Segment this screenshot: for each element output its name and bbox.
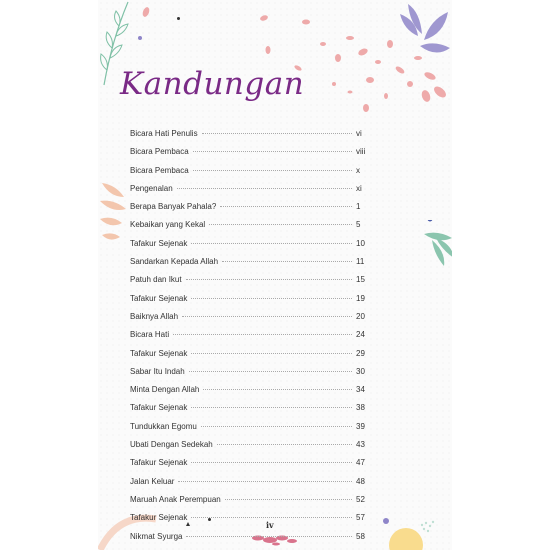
dot-leader (177, 188, 352, 189)
toc-entry-page: 19 (356, 293, 365, 303)
toc-entry-title: Sandarkan Kepada Allah (130, 257, 219, 267)
toc-entry-page: 10 (356, 238, 365, 248)
dot-leader (191, 462, 352, 463)
toc-entry-page: 5 (356, 220, 361, 230)
toc-entry-title: Patuh dan Ikut (130, 275, 182, 285)
dot-leader (178, 481, 352, 482)
toc-entry (130, 458, 372, 476)
toc-entry-title: Nikmat Syurga (130, 531, 183, 541)
toc-entry-title: Minta Dengan Allah (130, 385, 200, 395)
dot-leader (220, 206, 352, 207)
toc-entry-page: 58 (356, 531, 365, 541)
toc-entry (130, 239, 372, 257)
leaves-top-right-icon (398, 0, 452, 55)
toc-entry (130, 166, 372, 184)
dot-leader (193, 151, 352, 152)
leaf-right-icon (422, 220, 452, 270)
page-title: Kandungan (120, 66, 305, 102)
toc-entry (130, 532, 372, 550)
dot-leader (186, 279, 352, 280)
toc-entry-title: Bicara Hati (130, 330, 170, 340)
toc-entry (130, 184, 372, 202)
toc-entry-page: 57 (356, 513, 365, 523)
dot-leader (209, 224, 352, 225)
toc-entry-title: Berapa Banyak Pahala? (130, 202, 217, 212)
toc-entry-title: Tafakur Sejenak (130, 513, 188, 523)
page-number: iv (266, 520, 274, 530)
toc-entry-title: Bicara Pembaca (130, 147, 189, 157)
toc-entry-title: Pengenalan (130, 183, 173, 193)
toc-entry (130, 220, 372, 238)
toc-entry (130, 440, 372, 458)
toc-entry-title: Tafakur Sejenak (130, 293, 188, 303)
toc-entry-page: xi (356, 183, 362, 193)
toc-entry (130, 294, 372, 312)
dot-leader (191, 353, 352, 354)
toc-entry-page: 24 (356, 330, 365, 340)
toc-entry-title: Bicara Pembaca (130, 165, 189, 175)
toc-entry-title: Jalan Keluar (130, 476, 175, 486)
dot-leader (191, 517, 352, 518)
toc-entry-page: 34 (356, 385, 365, 395)
toc-entry (130, 202, 372, 220)
toc-entry (130, 513, 372, 531)
toc-entry-page: 52 (356, 494, 365, 504)
dot-leader (222, 261, 352, 262)
toc-entry-title: Ubati Dengan Sedekah (130, 440, 213, 450)
toc-entry-page: 20 (356, 311, 365, 321)
toc-entry (130, 275, 372, 293)
toc-entry (130, 129, 372, 147)
toc-entry (130, 330, 372, 348)
toc-entry (130, 257, 372, 275)
toc-entry-page: vi (356, 129, 362, 138)
dot-leader (173, 334, 352, 335)
toc-entry-page: 38 (356, 403, 365, 413)
toc-entry (130, 147, 372, 165)
toc-entry-page: viii (356, 147, 366, 157)
dot-leader (186, 536, 352, 537)
toc-entry-page: 43 (356, 440, 365, 450)
dot-leader (189, 371, 352, 372)
toc-entry (130, 385, 372, 403)
toc-entry (130, 312, 372, 330)
toc-entry-title: Baiknya Allah (130, 311, 179, 321)
dot-leader (217, 444, 352, 445)
book-page (98, 0, 452, 550)
dot-leader (203, 389, 352, 390)
toc-entry-page: x (356, 165, 360, 175)
leaf-sprig-left-icon (98, 175, 134, 245)
dot-leader (201, 426, 352, 427)
dot-leader (191, 243, 352, 244)
toc-entry-page: 30 (356, 366, 365, 376)
dot-leader (202, 133, 352, 134)
toc-entry (130, 403, 372, 421)
dot-leader (191, 298, 352, 299)
toc-entry (130, 349, 372, 367)
toc-entry-title: Maruah Anak Perempuan (130, 494, 221, 504)
dot-leader (191, 407, 352, 408)
dot-leader (182, 316, 352, 317)
toc-entry-title: Tafakur Sejenak (130, 348, 188, 358)
toc-entry (130, 422, 372, 440)
toc-entry-page: 29 (356, 348, 365, 358)
toc-entry-title: Tundukkan Egomu (130, 421, 197, 431)
toc-entry-title: Bicara Hati Penulis (130, 129, 198, 138)
toc-entry-title: Kebaikan yang Kekal (130, 220, 206, 230)
toc-entry-title: Tafakur Sejenak (130, 458, 188, 468)
toc-entry-page: 1 (356, 202, 361, 212)
toc-entry-title: Tafakur Sejenak (130, 238, 188, 248)
toc-entry-page: 39 (356, 421, 365, 431)
dot-leader (193, 170, 352, 171)
toc-entry (130, 477, 372, 495)
dot-leader (225, 499, 352, 500)
toc-entry (130, 495, 372, 513)
toc-entry-title: Sabar Itu Indah (130, 366, 185, 376)
toc-entry-page: 47 (356, 458, 365, 468)
toc-entry-page: 11 (356, 257, 365, 267)
table-of-contents (130, 129, 372, 550)
circle-bottom-right-icon (378, 515, 452, 550)
toc-entry (130, 367, 372, 385)
toc-entry-page: 15 (356, 275, 365, 285)
toc-entry-page: 48 (356, 476, 365, 486)
toc-entry-title: Tafakur Sejenak (130, 403, 188, 413)
